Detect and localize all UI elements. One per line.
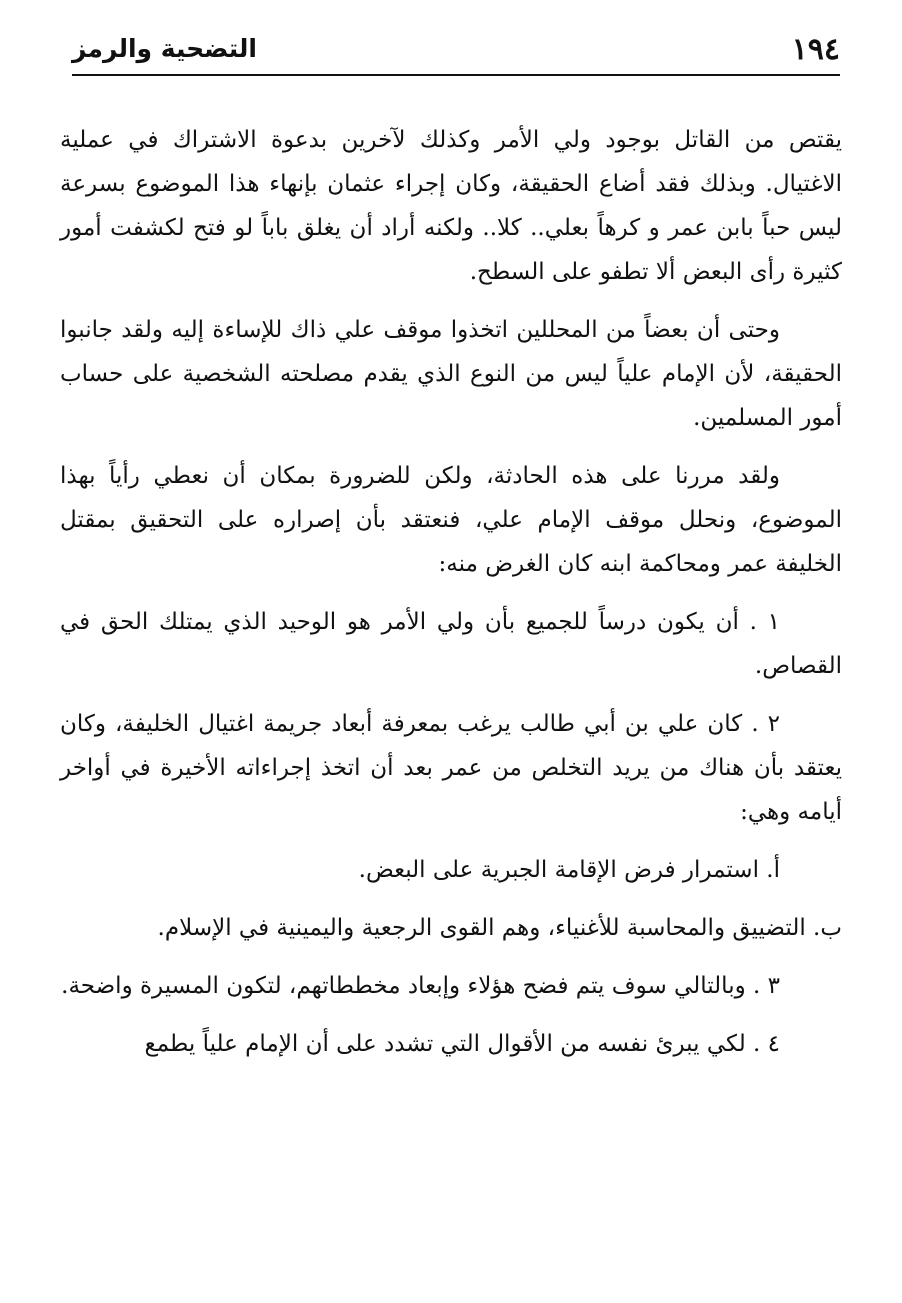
- list-item-4: [60, 1022, 842, 1066]
- list-marker: ب.: [813, 915, 842, 941]
- body-text: [60, 118, 842, 1080]
- list-item-text: التضييق والمحاسبة للأغنياء، وهم القوى الرجعية واليمينية في الإسلام.: [157, 915, 806, 941]
- list-item-text: أن يكون درساً للجميع بأن ولي الأمر هو الوحيد الذي يمتلك الحق في القصاص.: [60, 609, 842, 679]
- list-marker: ٢ .: [751, 711, 781, 737]
- list-item-1: [60, 600, 842, 688]
- list-item-text: وبالتالي سوف يتم فضح هؤلاء وإبعاد مخططاتهم، لتكون المسيرة واضحة.: [61, 973, 746, 999]
- list-item-text: لكي يبرئ نفسه من الأقوال التي تشدد على أن الإمام علياً يطمع: [144, 1031, 746, 1057]
- page-header: [72, 28, 840, 76]
- sub-item-a: [60, 848, 842, 892]
- sub-item-b: [60, 906, 842, 950]
- list-marker: ٣ .: [753, 973, 780, 999]
- list-item-text: كان علي بن أبي طالب يرغب بمعرفة أبعاد جريمة اغتيال الخليفة، وكان يعتقد بأن هناك من يريد التخلص من عمر بعد أن اتخذ إجراءاته الأخيرة في أواخر أيامه وهي:: [60, 711, 842, 825]
- paragraph-2: وحتى أن بعضاً من المحللين اتخذوا موقف علي ذاك للإساءة إليه ولقد جانبوا الحقيقة، لأن الإمام علياً ليس من النوع الذي يقدم مصلحته الشخصية على حساب أمور المسلمين.: [60, 317, 842, 431]
- paragraph-3: ولقد مررنا على هذه الحادثة، ولكن للضرورة بمكان أن نعطي رأياً بهذا الموضوع، ونحلل موقف الإمام علي، فنعتقد بأن إصراره على التحقيق بمقتل الخليفة عمر ومحاكمة ابنه كان الغرض منه:: [60, 463, 842, 577]
- running-title: التضحية والرمز: [72, 34, 257, 63]
- list-marker: ١ .: [749, 609, 780, 635]
- list-item-2: [60, 702, 842, 834]
- list-item-3: [60, 964, 842, 1008]
- paragraph-1: يقتص من القاتل بوجود ولي الأمر وكذلك لآخرين بدعوة الاشتراك في عملية الاغتيال. وبذلك فقد أضاع الحقيقة، وكان إجراء عثمان بإنهاء هذا الموضوع بسرعة ليس حباً بابن عمر و كرهاً بعلي.. كلا.. ولكنه أراد أن يغلق باباً لو فتح لكشفت أمور كثيرة رأى البعض ألا تطفو على السطح.: [60, 127, 842, 285]
- list-marker: أ.: [766, 857, 780, 883]
- list-marker: ٤ .: [753, 1031, 780, 1057]
- page-number: ١٩٤: [791, 32, 840, 67]
- list-item-text: استمرار فرض الإقامة الجبرية على البعض.: [358, 857, 759, 883]
